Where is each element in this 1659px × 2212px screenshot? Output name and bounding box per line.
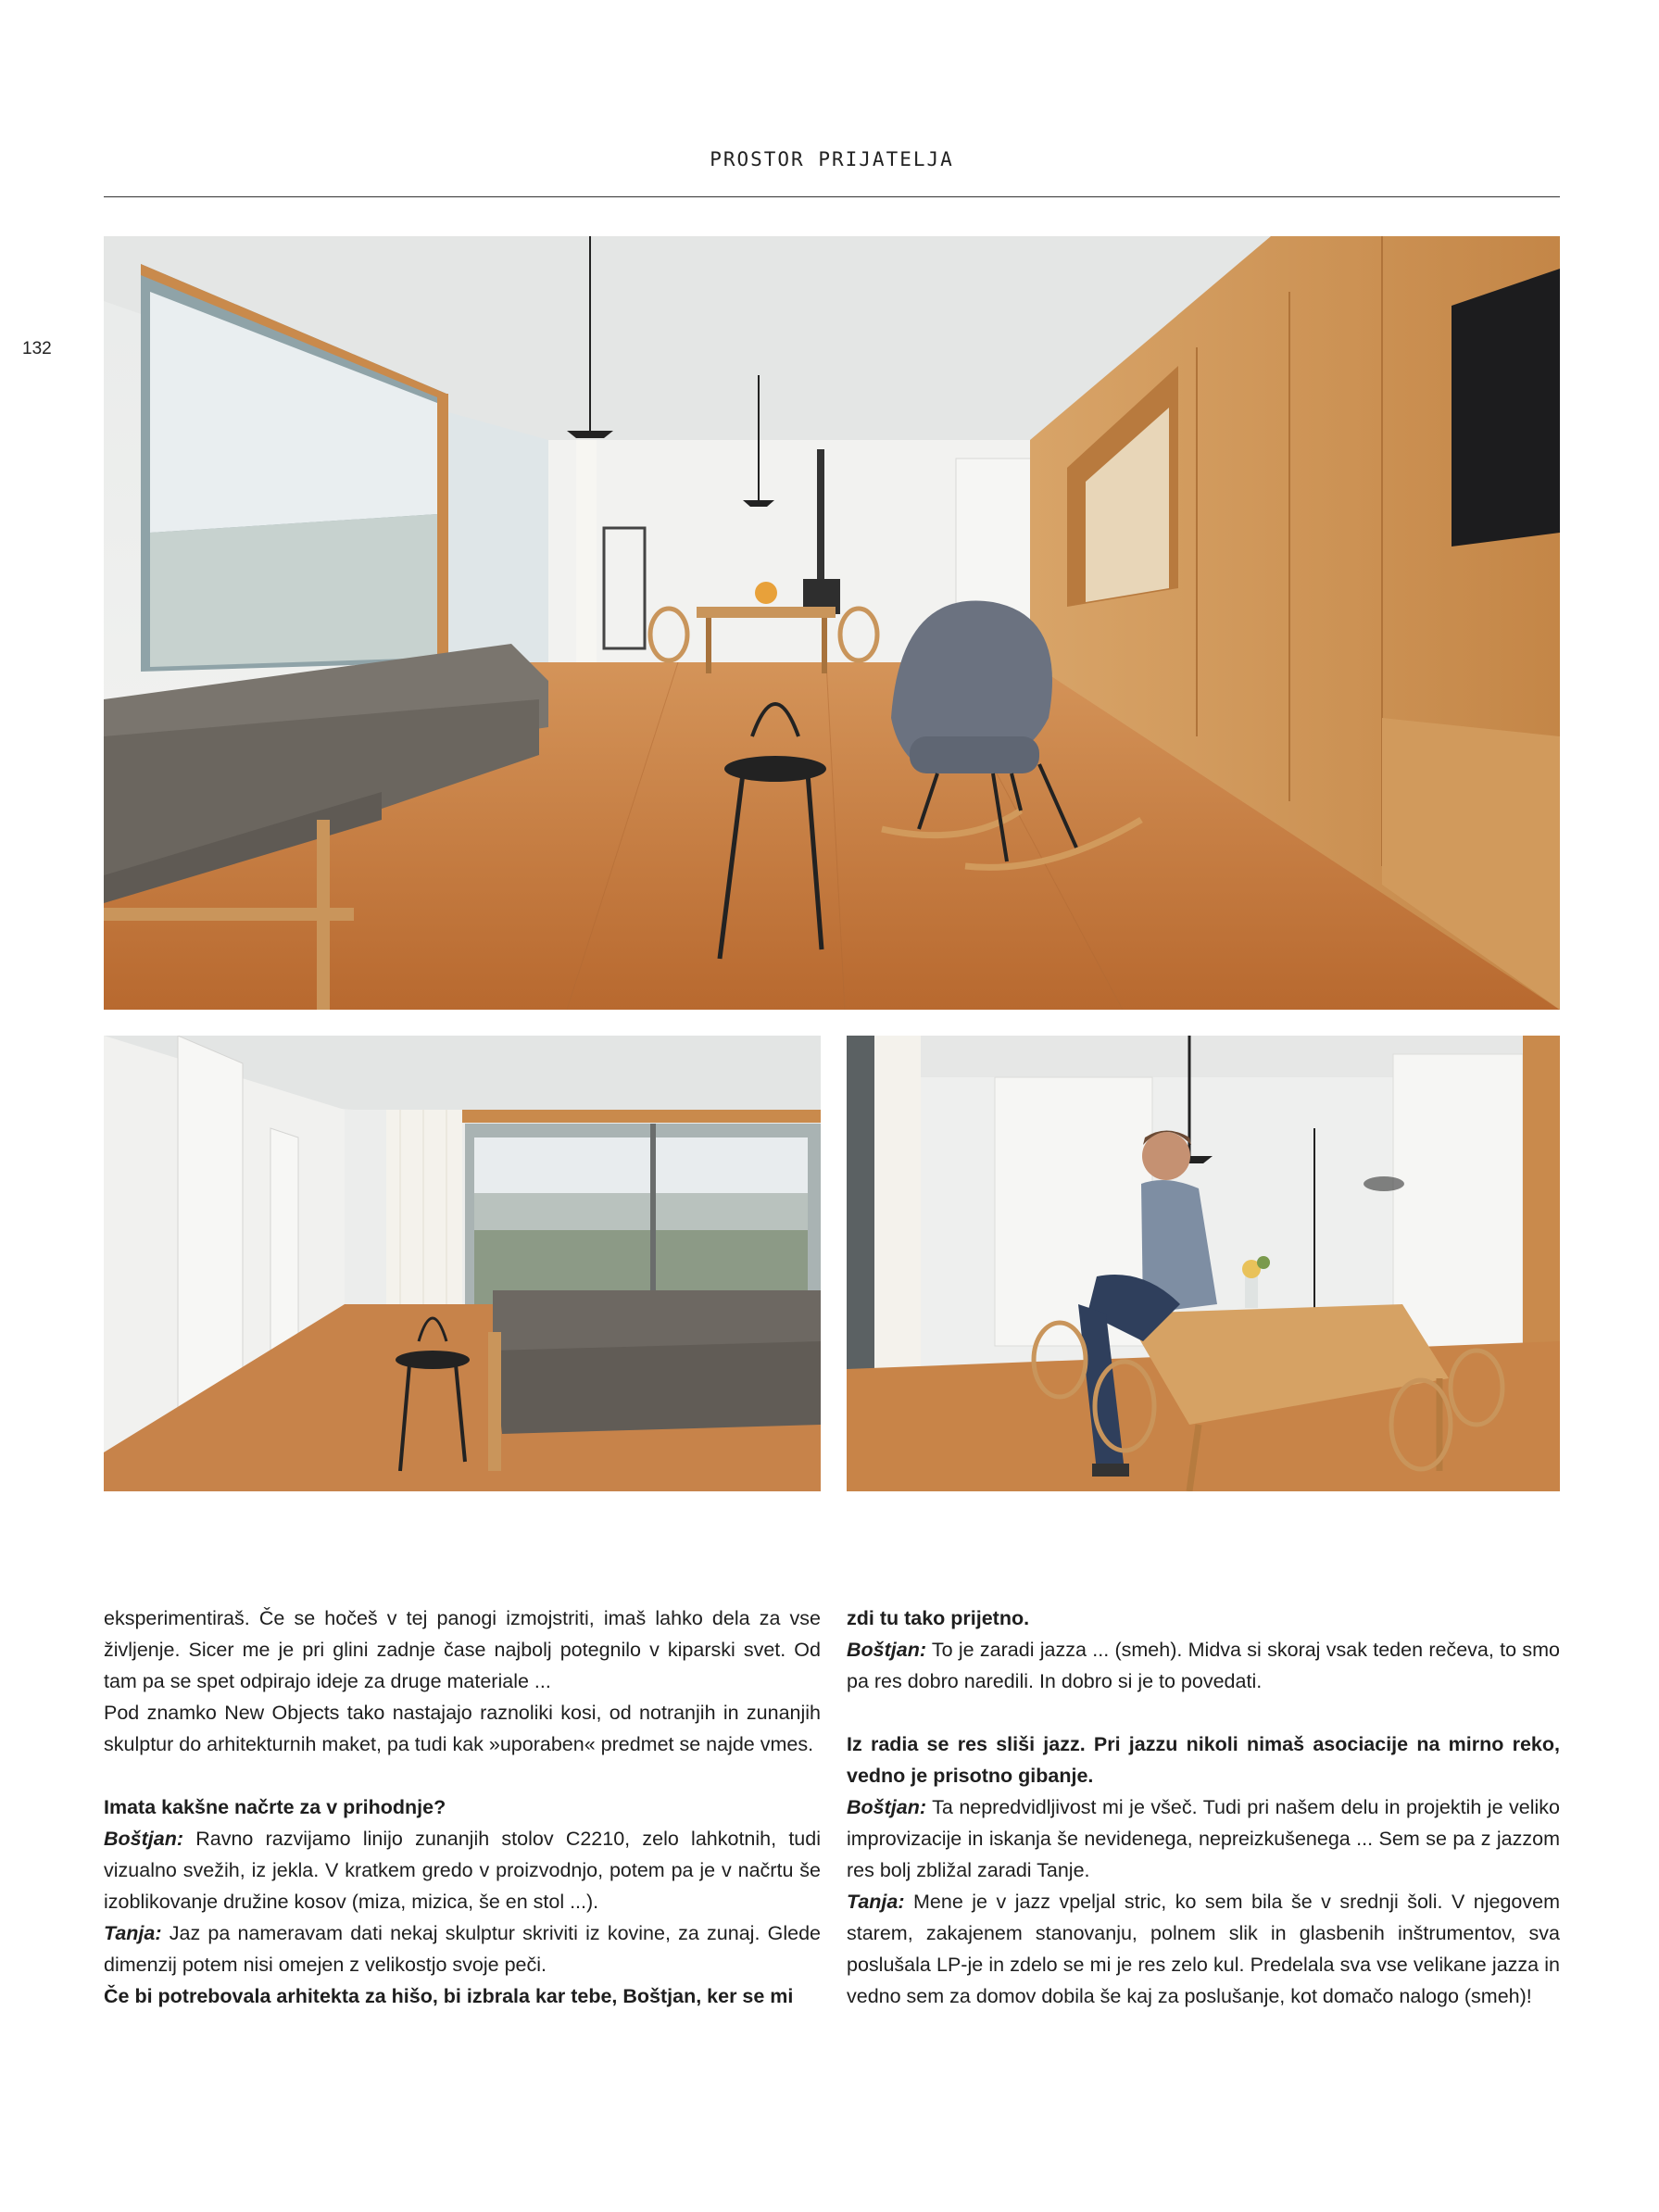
article-column-left: [104, 1602, 821, 2012]
header-rule: [104, 196, 1560, 197]
interview-answer: [104, 1823, 821, 1917]
speaker-name: Boštjan:: [847, 1639, 926, 1661]
interview-question: Če bi potrebovala arhitekta za hišo, bi izbrala kar tebe, Boštjan, ker se mi: [104, 1985, 794, 2007]
speaker-name: Tanja:: [104, 1922, 162, 1944]
interview-question: zdi tu tako prijetno.: [847, 1607, 1030, 1629]
paragraph: Pod znamko New Objects tako nastajajo raznoliki kosi, od notranjih in zunanjih skulptur do arhitekturnih maket, pa tudi kak »uporaben« predmet se najde vmes.: [104, 1702, 821, 1755]
photo-living-room: [104, 236, 1560, 1010]
article-column-right: [847, 1602, 1560, 2012]
photo-dining-portrait: [847, 1036, 1560, 1491]
interview-answer: [847, 1634, 1560, 1697]
speaker-name: Boštjan:: [847, 1796, 926, 1818]
answer-text: Ta nepredvidljivost mi je všeč. Tudi pri našem delu in projektih je veliko improvizacije in iskanja še nevidenega, nepreizkušenega ... Sem se pa z jazzom res bolj zbližal zaradi Tanje.: [847, 1796, 1560, 1881]
answer-text: Mene je v jazz vpeljal stric, ko sem bila še v srednji šoli. V njegovem starem, zakajenem stanovanju, polnem slik in glasbenih inštrumentov, sva poslušala LP-je in zdelo se mi je res zelo kul. Predelala sva vse velikane jazza in vedno sem za domov dobila še kaj za poslušanje, kot domačo nalogo (smeh)!: [847, 1891, 1560, 2007]
speaker-name: Boštjan:: [104, 1828, 183, 1850]
interview-question: Imata kakšne načrte za v prihodnje?: [104, 1796, 446, 1818]
answer-text: To je zaradi jazza ... (smeh). Midva si skoraj vsak teden rečeva, to smo pa res dobro naredili. In dobro si je to povedati.: [847, 1639, 1560, 1692]
section-title: PROSTOR PRIJATELJA: [710, 148, 954, 170]
speaker-name: Tanja:: [847, 1891, 905, 1913]
answer-text: Jaz pa nameravam dati nekaj skulptur skriviti iz kovine, za zunaj. Glede dimenzij potem nisi omejen z velikostjo svoje peči.: [104, 1922, 821, 1976]
paragraph: eksperimentiraš. Če se hočeš v tej panogi izmojstriti, imaš lahko dela za vse življenje. Sicer me je pri glini zadnje čase najbolj potegnilo v kiparski svet. Od tam pa se spet odpirajo ideje za druge materiale ...: [104, 1607, 821, 1692]
interview-question: Iz radia se res sliši jazz. Pri jazzu nikoli nimaš asociacije na mirno reko, vedno je prisotno gibanje.: [847, 1733, 1560, 1787]
photo-hallway-sofa: [104, 1036, 821, 1491]
interview-answer: [104, 1917, 821, 1980]
page-number: 132: [22, 339, 52, 358]
interview-answer: [847, 1886, 1560, 2012]
interview-answer: [847, 1791, 1560, 1886]
answer-text: Ravno razvijamo linijo zunanjih stolov C2210, zelo lahkotnih, tudi vizualno svežih, iz jekla. V kratkem gredo v proizvodnjo, potem pa je v načrtu še izoblikovanje družine kosov (miza, mizica, še en stol ...).: [104, 1828, 821, 1913]
